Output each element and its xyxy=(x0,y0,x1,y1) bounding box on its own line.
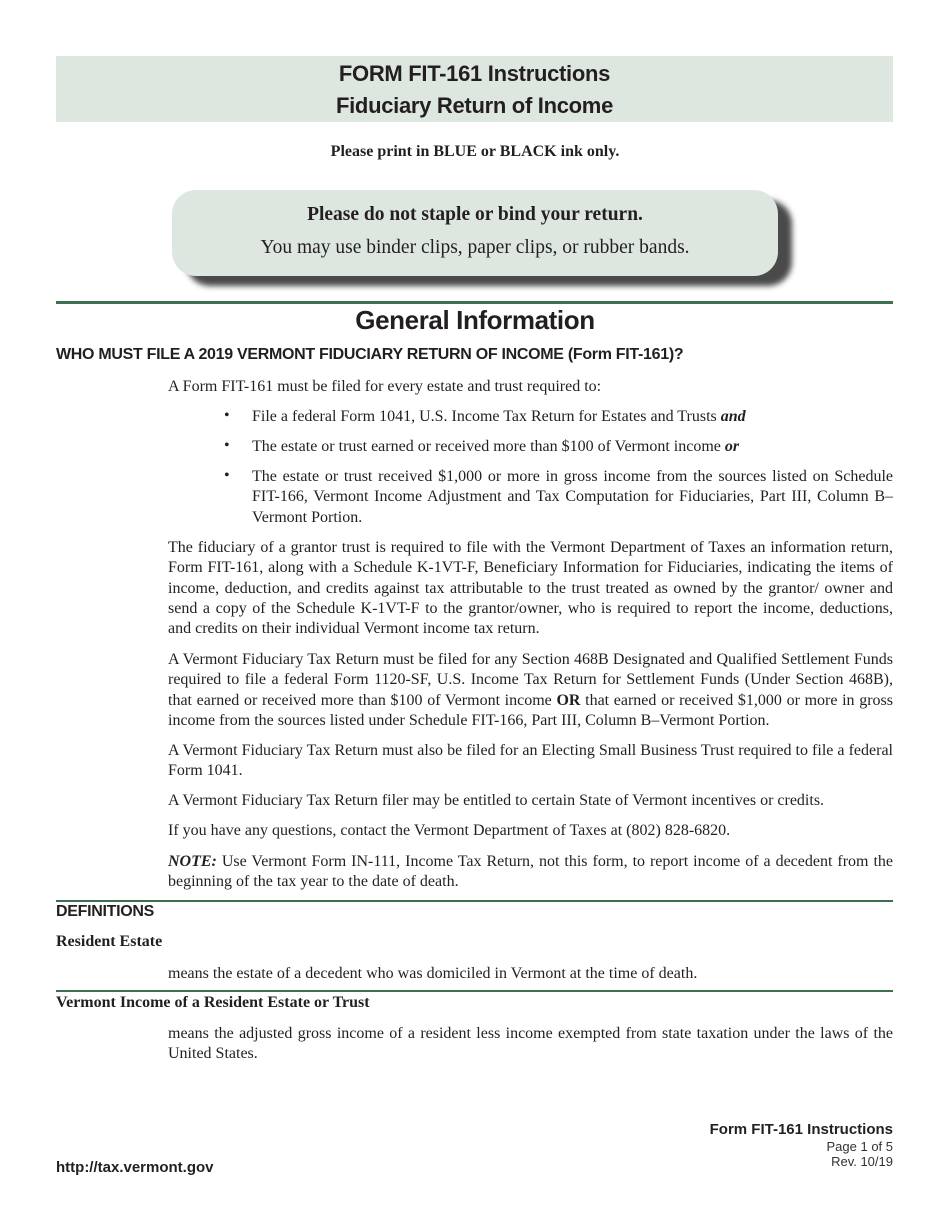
form-title-banner xyxy=(56,56,893,122)
who-must-file-heading: WHO MUST FILE A 2019 VERMONT FIDUCIARY RETURN OF INCOME (Form FIT-161)? xyxy=(56,346,684,363)
definition-divider xyxy=(56,990,893,992)
grantor-trust-paragraph: The fiduciary of a grantor trust is required to file with the Vermont Department of Taxes an information return, Form FIT-161, along with a Schedule K-1VT-F, Beneficiary Information for Fiduciaries, indicating the items of income, deduction, and credits against tax attributable to the trust treated as owned by the grantor/ owner and send a copy of the Schedule K-1VT-F to the grantor/owner, who is required to report the income, deductions, and credits on their individual Vermont income tax return. xyxy=(168,539,893,638)
term-vermont-income: Vermont Income of a Resident Estate or Trust xyxy=(56,994,370,1011)
definitions-heading: DEFINITIONS xyxy=(56,903,155,920)
general-information-heading: General Information xyxy=(355,305,595,335)
contact-paragraph: If you have any questions, contact the Vermont Department of Taxes at (802) 828-6820. xyxy=(168,822,731,839)
definition-vermont-income: means the adjusted gross income of a resident less income exempted from state taxation under the laws of the United States. xyxy=(168,1025,893,1063)
form-title: FORM FIT-161 Instructions xyxy=(338,61,611,86)
bullet-marker: • xyxy=(224,407,230,424)
credits-paragraph: A Vermont Fiduciary Tax Return filer may be entitled to certain State of Vermont incentives or credits. xyxy=(168,792,825,809)
form-subtitle: Fiduciary Return of Income xyxy=(335,93,614,118)
footer-form-name: Form FIT-161 Instructions xyxy=(709,1121,893,1138)
website-url: http://tax.vermont.gov xyxy=(56,1159,214,1176)
filing-intro: A Form FIT-161 must be filed for every estate and trust required to: xyxy=(168,378,602,395)
page-number: Page 1 of 5 xyxy=(826,1139,893,1154)
revision-date: Rev. 10/19 xyxy=(831,1154,893,1169)
section-divider xyxy=(56,301,893,304)
bullet-vermont-income: The estate or trust earned or received more than $100 of Vermont income or xyxy=(252,438,740,455)
term-resident-estate: Resident Estate xyxy=(56,933,163,950)
bullet-gross-income: The estate or trust received $1,000 or more in gross income from the sources listed on Schedule FIT-166, Vermont Income Adjustment and Tax Computation for Fiduciaries, Part III, Column B–Vermont Portion. xyxy=(252,468,893,526)
clips-note: You may use binder clips, paper clips, or rubber bands. xyxy=(260,237,690,258)
footer-info xyxy=(710,1121,893,1169)
esbt-paragraph: A Vermont Fiduciary Tax Return must also be filed for an Electing Small Business Trust required to file a federal Form 1041. xyxy=(168,742,893,780)
ink-instruction: Please print in BLUE or BLACK ink only. xyxy=(330,143,620,160)
staple-warning: Please do not staple or bind your return. xyxy=(307,204,643,225)
bullet-marker: • xyxy=(224,467,230,484)
definitions-divider xyxy=(56,900,893,902)
definition-resident-estate: means the estate of a decedent who was domiciled in Vermont at the time of death. xyxy=(168,965,698,982)
bullet-marker: • xyxy=(224,437,230,454)
staple-callout xyxy=(172,190,778,276)
note-paragraph: NOTE: Use Vermont Form IN-111, Income Tax Return, not this form, to report income of a decedent from the beginning of the tax year to the date of death. xyxy=(168,853,893,891)
section-468b-paragraph: A Vermont Fiduciary Tax Return must be filed for any Section 468B Designated and Qualified Settlement Funds required to file a federal Form 1120-SF, U.S. Income Tax Return for Settlement Funds (Under Section 468B), that earned or received more than $100 of Vermont income OR that earned or received $1,000 or more in gross income from the sources listed under Schedule FIT-166, Part III, Column B–Vermont Portion. xyxy=(168,651,894,729)
bullet-federal-1041: File a federal Form 1041, U.S. Income Tax Return for Estates and Trusts and xyxy=(252,408,746,425)
